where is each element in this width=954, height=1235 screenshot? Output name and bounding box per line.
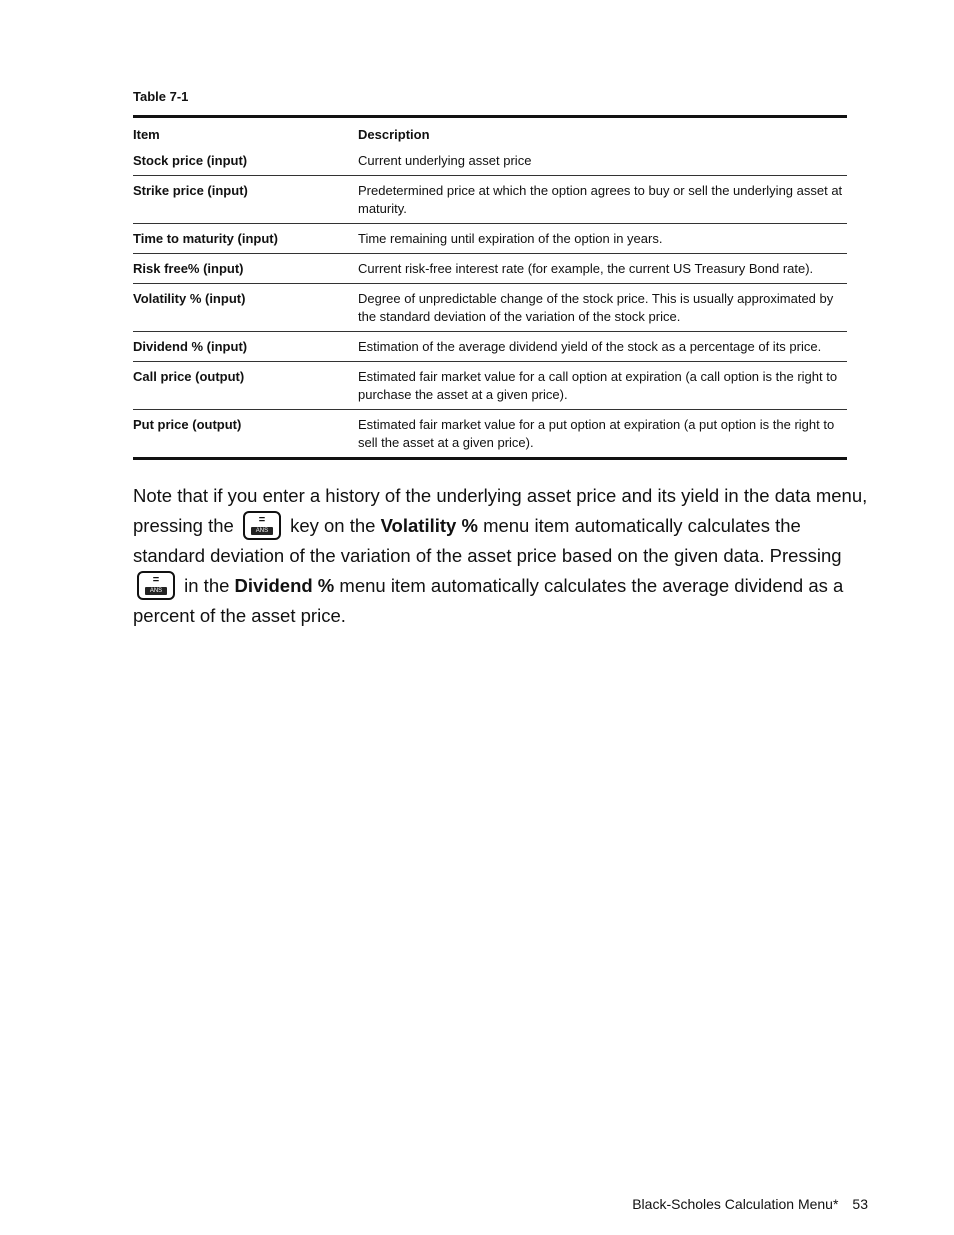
header-item: Item [133,127,160,142]
table-row [133,283,847,331]
row-description: Current risk-free interest rate (for example, the current US Treasury Bond rate). [358,260,814,276]
dividend-term: Dividend % [234,575,335,596]
body-paragraph [133,481,873,631]
volatility-term: Volatility % [380,515,478,536]
row-description: Estimated fair market value for a call option at expiration (a call option is the right to purchase the asset at a given price). [358,368,838,402]
row-item: Risk free% (input) [133,260,244,276]
row-description: Estimation of the average dividend yield of the stock as a percentage of its price. [358,338,822,354]
table-row [133,409,847,458]
paragraph-text: key on the [290,515,376,536]
page-number: 53 [852,1196,868,1212]
row-item: Dividend % (input) [133,338,248,354]
table-caption: Table 7-1 [133,89,189,104]
table-row [133,361,847,409]
page-footer [632,1196,868,1212]
table-row [133,146,847,176]
table-row [133,331,847,361]
paragraph-text: in the [184,575,230,596]
key-sublabel: ANS [251,527,273,535]
table-row [133,223,847,253]
paragraph-text: menu item automatically calculates the average dividend as a percent of the asset price. [133,575,844,626]
key-symbol: = [258,514,266,526]
ans-key-icon [243,511,281,540]
row-description: Degree of unpredictable change of the stock price. This is usually approximated by the standard deviation of the variation of the stock price. [358,290,834,324]
row-description: Predetermined price at which the option agrees to buy or sell the underlying asset at maturity. [358,182,843,216]
row-item: Stock price (input) [133,152,248,168]
paragraph-text: Note that if you enter a history of the underlying asset price and its yield in the data menu, pressing the [133,485,868,536]
table-row [133,175,847,223]
row-item: Time to maturity (input) [133,230,278,246]
table-header-row [133,117,847,146]
ans-key-icon [137,571,175,600]
row-item: Volatility % (input) [133,290,246,306]
row-item: Put price (output) [133,416,242,432]
table-row [133,253,847,283]
header-description: Description [358,127,430,142]
row-item: Call price (output) [133,368,245,384]
footer-title: Black-Scholes Calculation Menu* [632,1196,839,1212]
paragraph-text: menu item automatically calculates the standard deviation of the variation of the asset price based on the given data. Pressing [133,515,842,566]
key-symbol: = [152,574,160,586]
key-sublabel: ANS [145,587,167,595]
row-description: Current underlying asset price [358,152,532,168]
parameters-table [133,115,847,460]
row-description: Estimated fair market value for a put option at expiration (a put option is the right to sell the asset at a given price). [358,416,835,450]
row-item: Strike price (input) [133,182,248,198]
row-description: Time remaining until expiration of the option in years. [358,230,663,246]
